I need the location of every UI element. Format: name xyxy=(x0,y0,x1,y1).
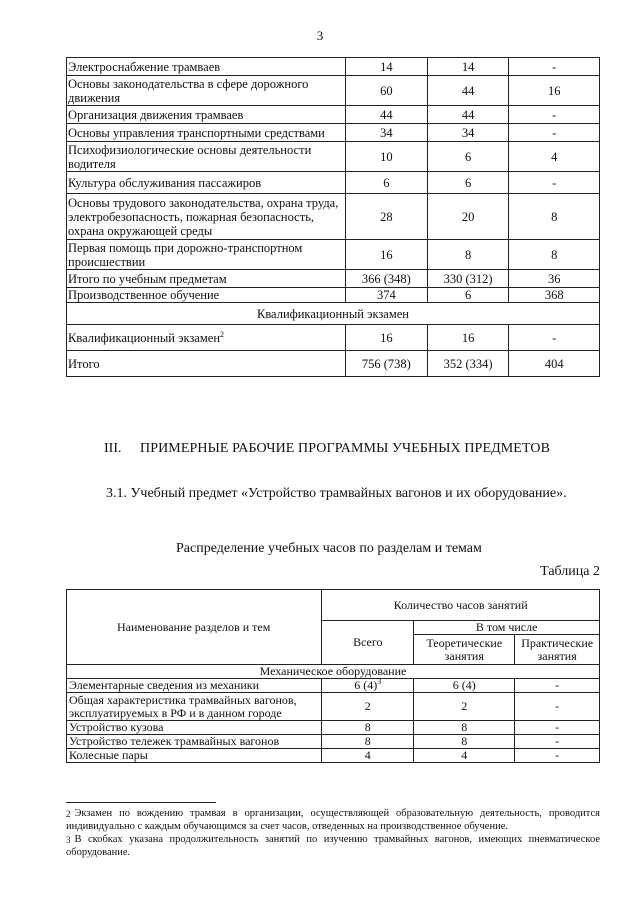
total-hours: 34 xyxy=(346,124,428,142)
page-number: 3 xyxy=(316,28,324,43)
practice-hours: - xyxy=(515,679,600,693)
footnote-text: В скобках указана продолжительность занятий по изучению трамвайных вагонов, имеющих пневматическое оборудование. xyxy=(66,834,600,858)
total-value: 8 xyxy=(364,734,371,748)
practice-hours: 368 xyxy=(509,288,600,303)
table-total-row xyxy=(67,351,600,377)
total-hours: 28 xyxy=(346,194,428,240)
exam-header-row xyxy=(67,303,600,325)
header-section-name: Наименование разделов и тем xyxy=(67,590,322,665)
practice-hours: - xyxy=(515,749,600,763)
theory-hours: 4 xyxy=(414,749,515,763)
table-row xyxy=(67,325,600,351)
table-row xyxy=(67,749,600,763)
theory-hours: 6 (4) xyxy=(414,679,515,693)
theory-hours: 8 xyxy=(414,735,515,749)
total-hours: 16 xyxy=(346,240,428,270)
total-hours: 374 xyxy=(346,288,428,303)
topic-name: Устройство тележек трамвайных вагонов xyxy=(67,735,322,749)
practice-hours: - xyxy=(509,172,600,194)
table-row xyxy=(67,194,600,240)
subject-name: Организация движения трамваев xyxy=(67,106,346,124)
table-row xyxy=(67,735,600,749)
subject-name: Производственное обучение xyxy=(67,288,346,303)
hours-table-body xyxy=(67,590,600,763)
footnote xyxy=(66,808,600,833)
practice-hours: 8 xyxy=(509,194,600,240)
table-row xyxy=(67,142,600,172)
topic-name: Колесные пары xyxy=(67,749,322,763)
header-hours: Количество часов занятий xyxy=(322,590,600,621)
practice-hours: - xyxy=(509,325,600,351)
subject-name: Культура обслуживания пассажиров xyxy=(67,172,346,194)
total-hours xyxy=(322,679,414,693)
footnote-ref: 2 xyxy=(220,329,225,339)
table-section-row xyxy=(67,665,600,679)
total-value: 4 xyxy=(364,748,371,762)
footnote-mark: 3 xyxy=(66,835,71,845)
total-value: 6 (4) xyxy=(354,678,378,692)
footnote-divider xyxy=(66,802,216,803)
total-value: 8 xyxy=(364,720,371,734)
total-hours: 10 xyxy=(346,142,428,172)
total-hours: 60 xyxy=(346,76,428,106)
total-hours: 14 xyxy=(346,58,428,76)
exam-header: Квалификационный экзамен xyxy=(67,303,600,325)
practice-hours: - xyxy=(515,721,600,735)
theory-hours: 6 xyxy=(427,172,509,194)
topic-name: Элементарные сведения из механики xyxy=(67,679,322,693)
table-row xyxy=(67,693,600,721)
theory-hours: 44 xyxy=(427,106,509,124)
curriculum-table xyxy=(66,57,600,377)
practice-hours: - xyxy=(509,58,600,76)
practice-hours: 4 xyxy=(509,142,600,172)
table-row xyxy=(67,270,600,288)
theory-hours: 330 (312) xyxy=(427,270,509,288)
total-hours: 366 (348) xyxy=(346,270,428,288)
header-total: Всего xyxy=(322,621,414,665)
subject-name: Основы законодательства в сфере дорожного движения xyxy=(67,76,346,106)
section-number: III. xyxy=(104,441,122,456)
theory-hours: 44 xyxy=(427,76,509,106)
total-hours: 44 xyxy=(346,106,428,124)
subject-name: Электроснабжение трамваев xyxy=(67,58,346,76)
exam-name: Квалификационный экзамен xyxy=(68,330,221,345)
table-label: Таблица 2 xyxy=(540,564,600,579)
practice-hours: - xyxy=(515,735,600,749)
topic-name: Общая характеристика трамвайных вагонов, эксплуатируемых в РФ и в данном городе xyxy=(67,693,322,721)
distribution-title: Распределение учебных часов по разделам и темам xyxy=(176,541,482,556)
theory-hours: 16 xyxy=(427,325,509,351)
practice-hours: - xyxy=(509,124,600,142)
total-hours xyxy=(322,721,414,735)
practice-hours: 36 xyxy=(509,270,600,288)
header-practice: Практические занятия xyxy=(515,635,600,665)
total-hours: 756 (738) xyxy=(346,351,428,377)
subject-name: Основы управления транспортными средствами xyxy=(67,124,346,142)
subject-name: Первая помощь при дорожно-транспортном происшествии xyxy=(67,240,346,270)
practice-hours: 16 xyxy=(509,76,600,106)
footnote-text: Экзамен по вождению трамвая в организации, осуществляющей образовательную деятельность, проводится индивидуально с каждым обучающимся за счет часов, отведенных на производственное обучение. xyxy=(66,808,600,832)
hours-distribution-table xyxy=(66,589,600,763)
theory-hours: 14 xyxy=(427,58,509,76)
theory-hours: 8 xyxy=(427,240,509,270)
footnote-ref: 3 xyxy=(377,677,382,686)
table-row xyxy=(67,76,600,106)
subject-name: Психофизиологические основы деятельности водителя xyxy=(67,142,346,172)
header-including: В том числе xyxy=(414,621,600,635)
total-hours xyxy=(322,693,414,721)
curriculum-table-body xyxy=(67,58,600,377)
total-hours xyxy=(322,735,414,749)
theory-hours: 6 xyxy=(427,142,509,172)
theory-hours: 34 xyxy=(427,124,509,142)
table-row xyxy=(67,58,600,76)
header-theory: Теоретические занятия xyxy=(414,635,515,665)
total-hours: 6 xyxy=(346,172,428,194)
total-hours: 16 xyxy=(346,325,428,351)
subsection-heading: 3.1. Учебный предмет «Устройство трамвайных вагонов и их оборудование». xyxy=(106,486,567,501)
table-header-row xyxy=(67,590,600,621)
theory-hours: 20 xyxy=(427,194,509,240)
table-row xyxy=(67,721,600,735)
table-row xyxy=(67,288,600,303)
table-row xyxy=(67,679,600,693)
table-row xyxy=(67,106,600,124)
theory-hours: 8 xyxy=(414,721,515,735)
practice-hours: 8 xyxy=(509,240,600,270)
section-row-label: Механическое оборудование xyxy=(67,665,600,679)
section-title: ПРИМЕРНЫЕ РАБОЧИЕ ПРОГРАММЫ УЧЕБНЫХ ПРЕДМЕТОВ xyxy=(140,441,551,456)
theory-hours: 2 xyxy=(414,693,515,721)
topic-name: Устройство кузова xyxy=(67,721,322,735)
table-row xyxy=(67,124,600,142)
subject-name: Основы трудового законодательства, охрана труда, электробезопасность, пожарная безопасность, охрана окружающей среды xyxy=(67,194,346,240)
practice-hours: 404 xyxy=(509,351,600,377)
table-row xyxy=(67,240,600,270)
footnote xyxy=(66,834,600,859)
total-value: 2 xyxy=(364,699,371,713)
total-hours xyxy=(322,749,414,763)
theory-hours: 6 xyxy=(427,288,509,303)
practice-hours: - xyxy=(515,693,600,721)
theory-hours: 352 (334) xyxy=(427,351,509,377)
subject-name: Итого xyxy=(67,351,346,377)
subject-name xyxy=(67,325,346,351)
table-row xyxy=(67,172,600,194)
subject-name: Итого по учебным предметам xyxy=(67,270,346,288)
practice-hours: - xyxy=(509,106,600,124)
footnote-mark: 2 xyxy=(66,809,71,819)
